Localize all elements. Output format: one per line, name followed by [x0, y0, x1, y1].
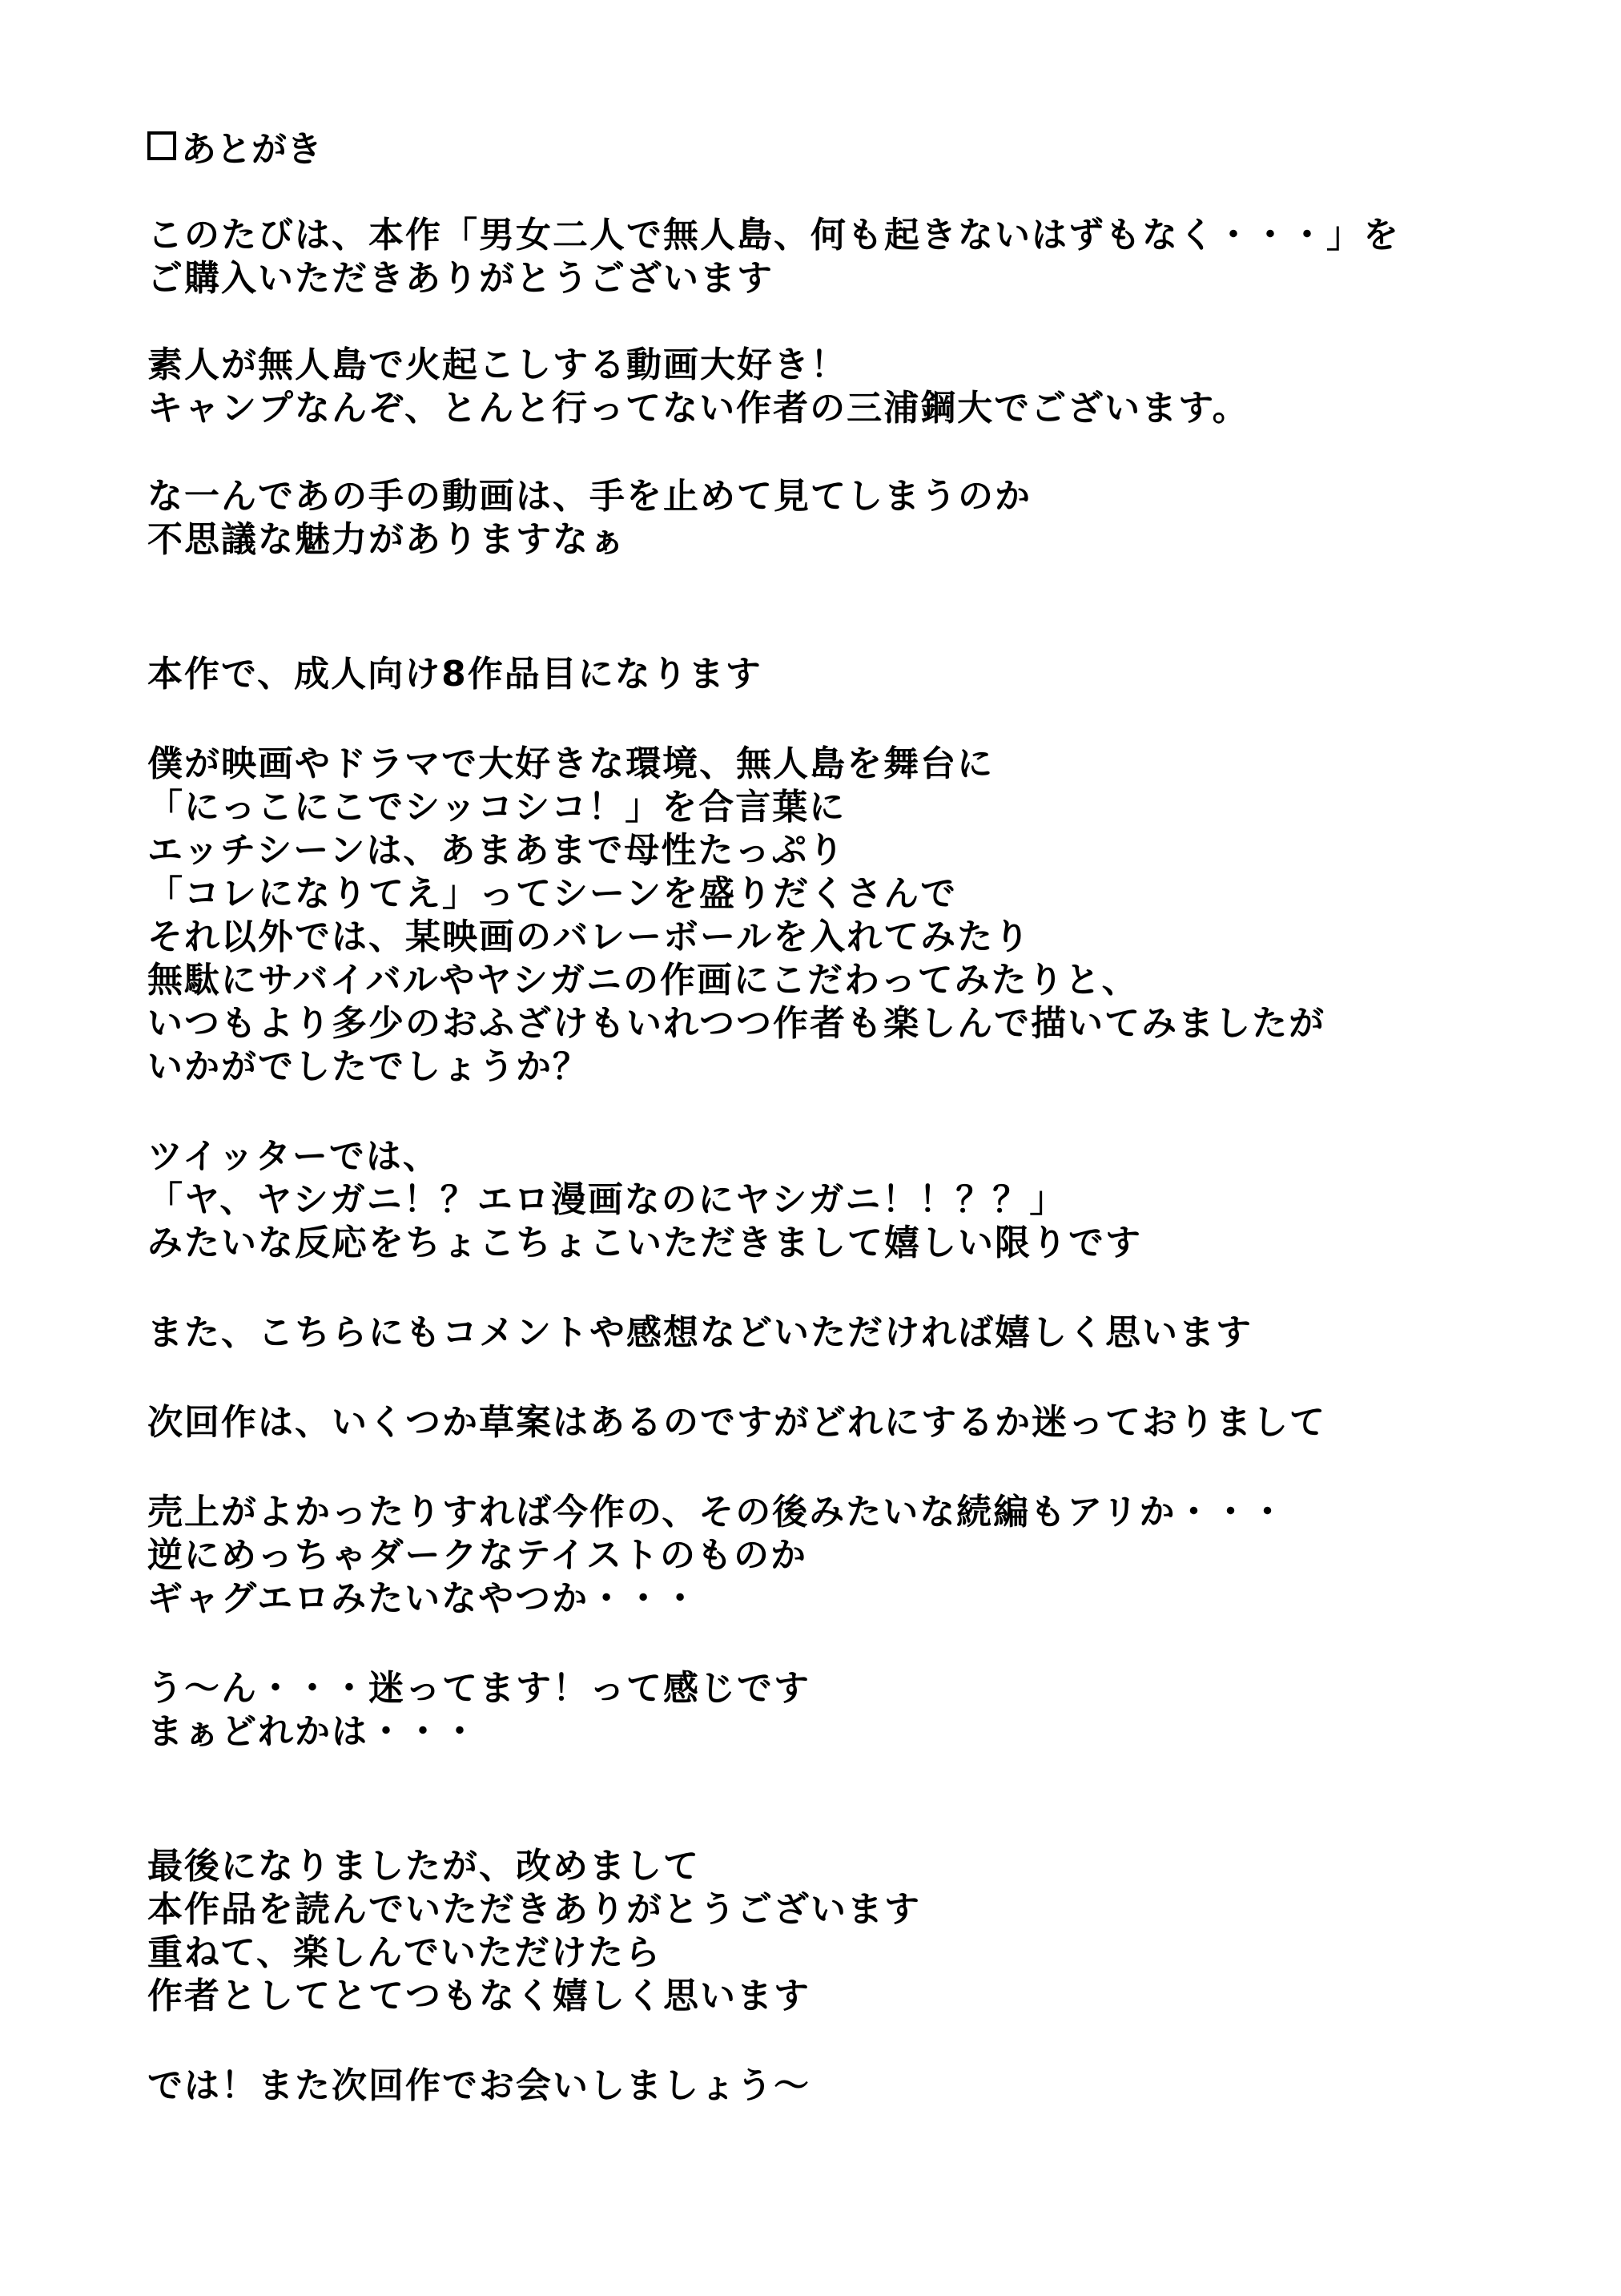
checkbox-square-icon	[147, 131, 176, 160]
paragraph-line: いつもより多少のおふざけもいれつつ作者も楽しんで描いてみましたが	[147, 1003, 1326, 1044]
paragraph-line: ご購入いただきありがとうございます	[147, 258, 774, 299]
paragraph-line: ツイッターでは、	[147, 1136, 440, 1177]
paragraph-line: このたびは、本作「男女二人で無人島、何も起きないはずもなく・・・」を	[147, 215, 1400, 256]
paragraph-line: 次回作は、いくつか草案はあるのですがどれにするか迷っておりまして	[147, 1402, 1326, 1443]
paragraph-line: 不思議な魅力がありますなぁ	[147, 519, 626, 560]
paragraph-line: では！また次回作でお会いしましょう～	[147, 2065, 810, 2106]
afterword-title: あとがき	[181, 129, 322, 170]
paragraph-line: 「ヤ、ヤシガニ！？エロ漫画なのにヤシガニ！！？？」	[147, 1179, 1067, 1220]
paragraph-line: 本作品を読んでいただきありがとうございます	[147, 1889, 921, 1930]
paragraph-line: 無駄にサバイバルやヤシガニの作画にこだわってみたりと、	[147, 960, 1139, 1001]
paragraph-line: 僕が映画やドラマで大好きな環境、無人島を舞台に	[147, 743, 995, 784]
paragraph-line: な一んであの手の動画は、手を止めて見てしまうのか	[147, 476, 1032, 517]
paragraph-line: また、こちらにもコメントや感想などいただければ嬉しく思います	[147, 1312, 1253, 1353]
paragraph-line: 重ねて、楽しんでいただけたら	[147, 1932, 662, 1973]
paragraph-line: 「にっこにこでシッコシコ！」を合言葉に	[147, 787, 847, 828]
paragraph-line: それ以外では、某映画のバレーボールを入れてみたり	[147, 916, 1032, 957]
paragraph-line: 「コレになりてえ」ってシーンを盛りだくさんで	[147, 873, 958, 914]
paragraph-line: 最後になりましたが、改めまして	[147, 1846, 700, 1887]
paragraph-line: まぁどれかは・・・	[147, 1711, 479, 1752]
paragraph-line: 逆にめっちゃダークなテイストのものか	[147, 1535, 808, 1576]
paragraph-line: 作者としてとてつもなく嬉しく思います	[147, 1976, 810, 2016]
paragraph-line: いかがでしたでしょうか？	[147, 1046, 589, 1087]
paragraph-line: 売上がよかったりすれば今作の、その後みたいな続編もアリか・・・	[147, 1492, 1287, 1533]
paragraph-line: みたいな反応をちょこちょこいただきまして嬉しい限りです	[147, 1223, 1142, 1263]
paragraph-line: ギャグエロみたいなやつか・・・	[147, 1578, 700, 1619]
paragraph-line: キャンプなんぞ、とんと行ってない作者の三浦鋼大でございます。	[147, 388, 1249, 429]
paragraph-line: エッチシーンは、あまあまで母性たっぷり	[147, 830, 846, 871]
paragraph-line: 本作で、成人向け8作品目になります	[147, 654, 762, 695]
paragraph-line: う～ん・・・迷ってます！って感じです	[147, 1668, 810, 1709]
afterword-heading	[147, 120, 322, 171]
paragraph-line: 素人が無人島で火起こしする動画大好き！	[147, 344, 847, 385]
